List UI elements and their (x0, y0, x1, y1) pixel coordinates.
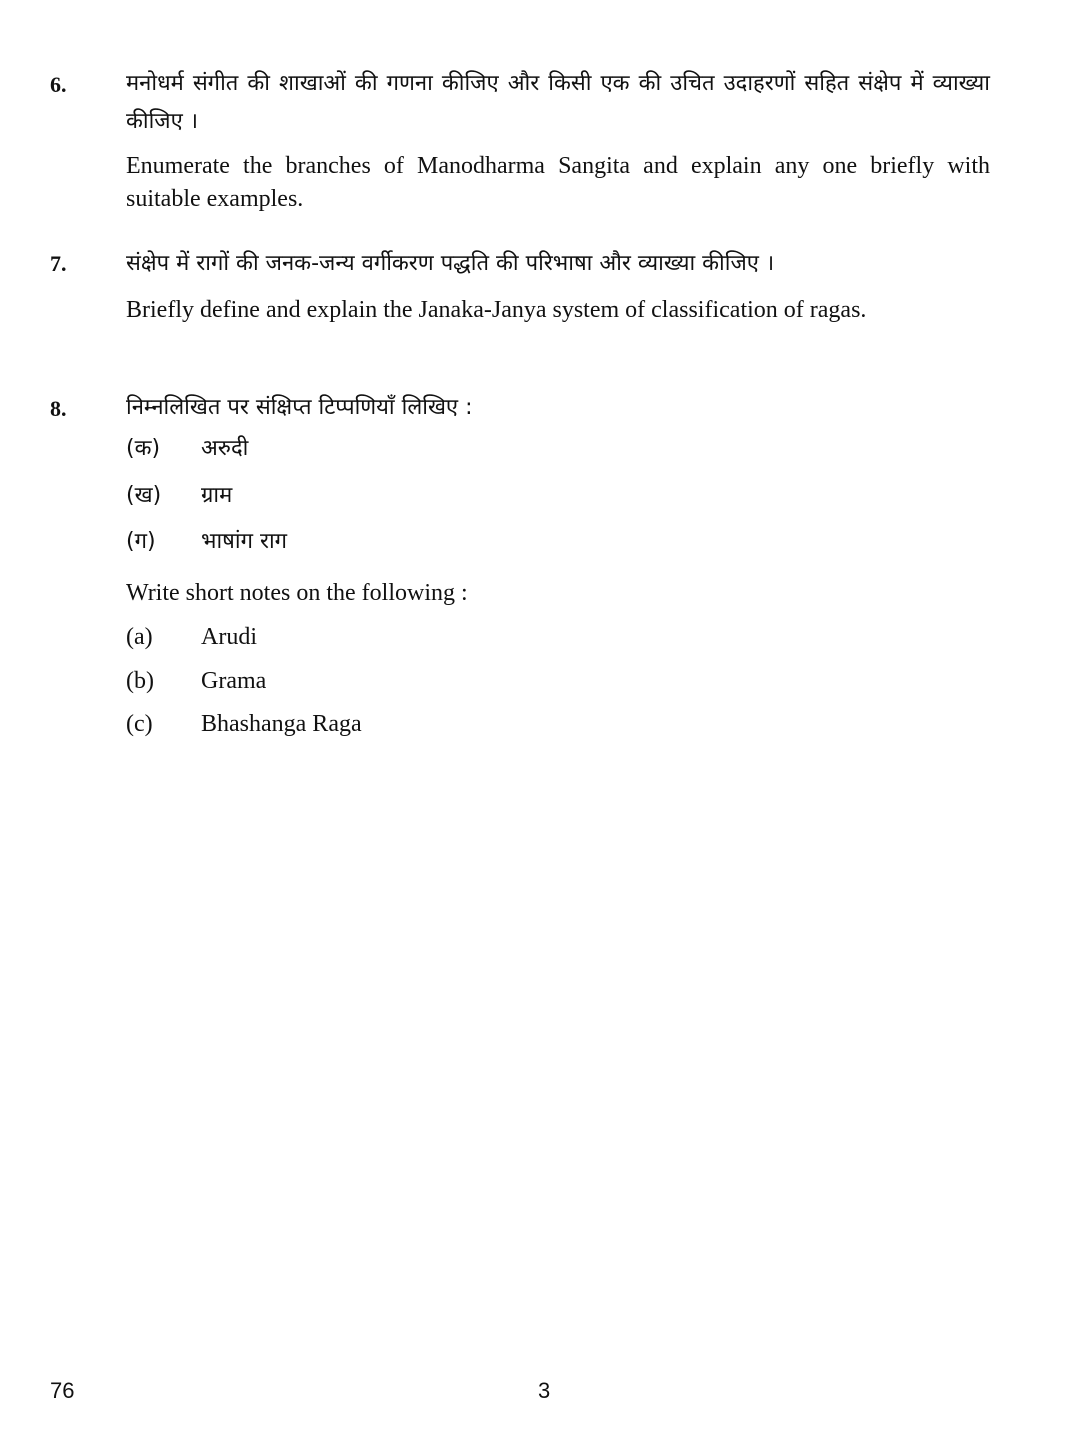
item-label: (b) (126, 668, 154, 694)
item-text: भाषांग राग (201, 529, 288, 554)
item-label: (ख) (126, 483, 162, 508)
list-item (126, 481, 232, 511)
question-6-hindi: मनोधर्म संगीत की शाखाओं की गणना कीजिए और किसी एक की उचित उदाहरणों सहित संक्षेप में व्याख्या कीजिए । (126, 71, 990, 134)
question-6-number: 6. (50, 72, 67, 97)
paper-code: 76 (50, 1378, 75, 1403)
item-text: Bhashanga Raga (201, 711, 362, 737)
question-8-hindi: निम्नलिखित पर संक्षिप्त टिप्पणियाँ लिखिए : (126, 395, 473, 420)
question-7-number: 7. (50, 251, 67, 276)
item-label: (c) (126, 711, 153, 737)
item-text: Grama (201, 668, 267, 694)
list-item (126, 666, 266, 696)
item-text: Arudi (201, 624, 257, 650)
list-item (126, 709, 362, 739)
question-8-english: Write short notes on the following : (126, 580, 468, 606)
list-item (126, 622, 257, 652)
question-7-hindi: संक्षेप में रागों की जनक-जन्य वर्गीकरण पद्धति की परिभाषा और व्याख्या कीजिए । (126, 251, 775, 276)
item-label: (a) (126, 624, 153, 650)
question-8-number: 8. (50, 396, 67, 421)
item-text: ग्राम (201, 483, 233, 508)
page-number: 3 (538, 1378, 551, 1403)
item-text: अरुदी (201, 436, 249, 461)
question-7-english: Briefly define and explain the Janaka-Janya system of classification of ragas. (126, 297, 867, 323)
item-label: (क) (126, 436, 161, 461)
question-6-english: Enumerate the branches of Manodharma Sangita and explain any one briefly with suitable examples. (126, 153, 990, 212)
item-label: (ग) (126, 529, 156, 554)
list-item (126, 434, 248, 464)
list-item (126, 527, 287, 557)
